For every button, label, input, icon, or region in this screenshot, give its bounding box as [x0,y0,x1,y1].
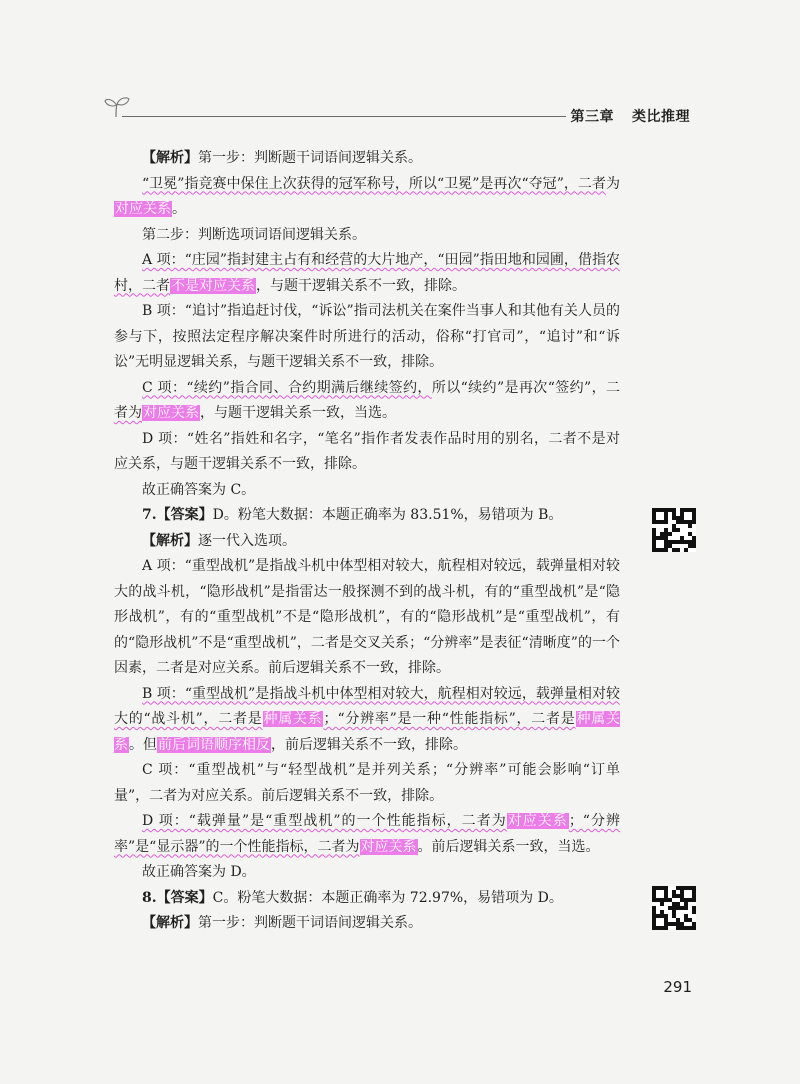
highlight-mark: 对应关系 [507,813,568,829]
underlined-text: 村，二者 [114,277,170,294]
qr-code-icon[interactable] [652,886,696,930]
text-run: 关系，与题干逻辑关系不一致，排除。 [128,456,366,472]
chapter-title [571,106,691,126]
text-line [142,915,422,931]
answer-explanation-body [114,146,620,937]
highlight-mark: 对应关系 [360,838,417,855]
text-line [142,890,563,906]
text-run: 参与下，按照法定程序解决案件时所进行的活动，俗称“打官司”，“追讨”和“诉讼” [114,328,620,370]
text-run: 所以“续约”是再次“签约”，二 [431,379,620,396]
text-line [142,533,296,549]
text-line [114,278,466,294]
label-heading: 【解析】 [142,915,198,931]
qr-code-icon[interactable] [652,508,696,552]
text-line [135,354,443,370]
text-line [142,507,562,523]
text-run: 故正确答案为 C。 [142,481,256,498]
text-run: 的一个因素，二者是对应关系。前后逻辑关系不一致，排除。 [114,634,620,676]
page-header [104,96,690,132]
text-line [142,176,606,192]
text-run: 为 [606,175,620,192]
text-run: 的战斗机，“隐形战机”是指雷达一般探测不到的战斗机，有的“重型战机”是“隐 [128,583,620,600]
label-heading: 【解析】 [142,532,198,549]
paragraph [114,503,620,529]
underlined-text: 者为 [114,405,142,421]
underlined-text: B 项：“重型战机”是指战斗机中体型相对较大，航程相对较远，载弹量相对较 [142,685,620,702]
text-run: 但 [143,736,157,753]
text-run: A 项：“重型战机”是指战斗机中体型相对较大，航程相对较远，载弹量相对较大 [114,558,620,600]
underlined-text: ；“分辨率”是一种“性能指标”，二者是 [323,711,576,727]
paragraph [114,172,620,223]
chapter-number: 第三章 [570,109,614,125]
text-run: 有的“隐形战机”不是“重型战机”，二者是交叉关系；“分辨率”是表征“清晰度” [114,609,620,651]
underlined-text: A 项：“庄园”指封建主占有和经营的大片地产，“田园”指田地和园圃，借指农 [142,252,620,268]
paragraph [114,478,620,504]
header-rule [122,116,566,117]
text-run: ，前后逻辑关系不一致，排除。 [271,736,467,753]
chapter-name: 类比推理 [632,109,690,125]
text-run: 故正确答案为 D。 [142,864,256,880]
paragraph [114,554,620,682]
text-line [149,788,443,804]
paragraph [114,376,620,427]
paragraph [114,809,620,860]
text-line [128,584,620,600]
text-run: 逐一代入选项。 [198,532,296,549]
label-heading: 7.【答案】 [142,507,213,523]
highlight-mark: 种属关系 [114,711,620,753]
paragraph [114,248,620,299]
text-run: ，与题干逻辑关系不一致，排除。 [256,277,466,294]
text-line [142,303,620,319]
paragraph [114,886,620,912]
label-heading: 8.【答案】 [142,889,213,906]
text-line [142,864,256,880]
text-run: 第一步：判断题干词语间逻辑关系。 [198,150,422,166]
text-line [143,737,467,753]
underlined-text: 大的“战斗机”，二者是 [114,711,263,727]
highlight-mark: 不是对应关系 [171,277,255,294]
text-line [135,839,599,855]
text-run: B 项：“追讨”指追赶讨伐，“诉讼”指司法机关在案件当事人和其他有关人员的 [142,303,620,319]
paragraph [114,682,620,759]
text-run: 第一步：判断题干词语间逻辑关系。 [198,915,422,931]
paragraph [114,911,620,937]
page-number: 291 [663,978,692,996]
underlined-text: ；“分辨率” [114,813,621,855]
text-run: 。 [129,736,143,753]
text-run: C。粉笔大数据：本题正确率为 72.97%，易错项为 D。 [212,889,563,906]
text-line [142,380,620,396]
text-run: 无明显逻辑关系，与题干逻辑关系不一致，排除。 [135,354,444,370]
text-line [114,405,396,421]
underlined-text: “卫冕”指竞赛中保住上次获得的冠军称号，所以“卫冕”是再次“夺冠”，二者 [142,175,606,192]
text-run: C 项：“重型战机”与“轻型战机”是并列关系；“分辨率”可能会影响“订单量”， [114,762,620,804]
text-line [142,227,366,243]
paragraph [114,860,620,886]
sprout-icon [104,96,130,118]
underlined-text: 是“显示器”的一个性能指标，二者为 [135,838,360,855]
highlight-mark: 对应关系 [143,405,199,421]
text-line [142,686,620,702]
text-run: 形战机”，有的“重型战机”不是“隐形战机”，有的“隐形战机”是“重型战机”， [114,609,606,625]
label-heading: 【解析】 [142,150,198,166]
paragraph [114,223,620,249]
text-run: D。粉笔大数据：本题正确率为 83.51%，易错项为 B。 [212,507,563,523]
paragraph [114,758,620,809]
highlight-mark: 前后词语顺序相反 [158,736,270,753]
paragraph [114,146,620,172]
highlight-mark: 种属关系 [263,711,323,727]
text-run: 第二步：判断选项词语间逻辑关系。 [142,226,366,243]
text-run: 。 [172,201,186,217]
text-line [142,150,422,166]
paragraph [114,299,620,376]
text-run: D 项：“姓名”指姓和名字，“笔名”指作者发表作品时用的别名，二者不是对应 [114,430,620,472]
text-run: ，与题干逻辑关系一致，当选。 [200,405,396,421]
paragraph [114,427,620,478]
text-run: 二者为对应关系。前后逻辑关系不一致，排除。 [149,787,444,804]
text-line [142,252,620,268]
underlined-text: D 项：“载弹量”是“重型战机”的一个性能指标，二者为 [142,813,507,829]
highlight-mark: 对应关系 [115,201,171,217]
text-line [142,482,255,498]
paragraph [114,529,620,555]
text-line [114,609,606,625]
underlined-text: C 项：“续约”指合同、合约期满后继续签约， [142,379,432,396]
text-line [128,456,366,472]
text-run: 。前后逻辑关系一致，当选。 [417,838,600,855]
